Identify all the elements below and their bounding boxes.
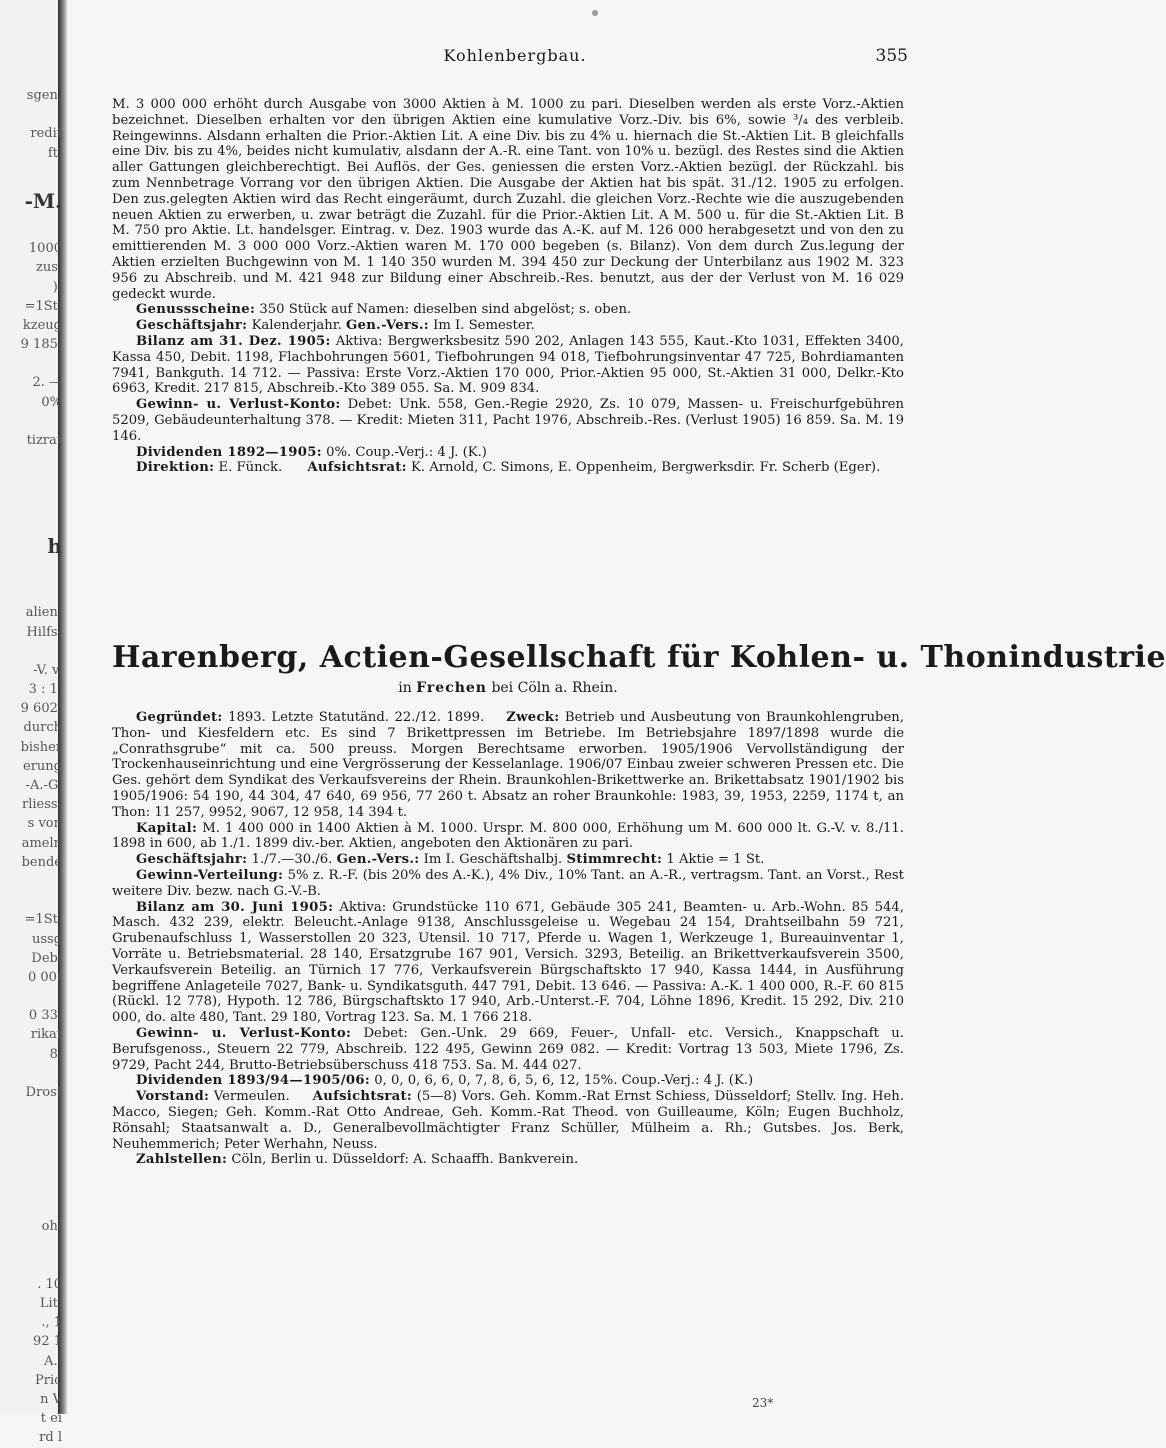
margin-fragment: ussg	[31, 931, 62, 947]
dividends-entry	[112, 1073, 904, 1089]
paying-agents-text: Cöln, Berlin u. Düsseldorf: A. Schaaffh. Bankverein.	[231, 1152, 579, 1168]
margin-fragment: 92 1	[33, 1334, 62, 1350]
margin-fragment: 9 602.	[20, 701, 62, 717]
executive-board-text: Vermeulen.	[213, 1089, 290, 1105]
margin-fragment: 8.	[49, 1046, 62, 1062]
margin-fragment: Drost	[25, 1085, 62, 1100]
margin-fragment	[0, 354, 62, 373]
margin-fragment: =1St.	[24, 298, 62, 314]
margin-fragment	[0, 1121, 62, 1140]
margin-fragment	[0, 872, 62, 891]
margin-fragment: -V. v.	[33, 662, 62, 678]
fiscal-year-text: 1./7.—30./6.	[251, 852, 333, 868]
margin-fragment: alien.	[25, 605, 62, 621]
print-speck	[592, 10, 598, 16]
profit-loss-label: Gewinn- u. Verlust-Konto:	[136, 397, 341, 413]
company-title: Harenberg, Actien-Gesellschaft für Kohlen- u. Thonindustrie	[112, 640, 1166, 675]
margin-fragment: 0 33.	[28, 1008, 62, 1024]
margin-fragment	[0, 1102, 62, 1121]
margin-fragment	[0, 1256, 62, 1275]
profit-distribution-text: 5% z. R.-F. (bis 20% des A.-K.), 4% Div., 10% Tant. an A.-R., vertragsm. Tant. an Vorst., Rest weitere Div. bezw. nach G.-V.-B.	[112, 867, 904, 899]
margin-fragment: tizrat	[26, 433, 62, 448]
balance-text: Aktiva: Bergwerksbesitz 590 202, Anlagen 143 555, Kaut.-Kto 1031, Effekten 3400, Kassa 450, Debit. 1198, Flachbohrungen 5601, Tiefbohrungen 94 018, Tiefbohrungsinventar 47 725, Bohrdiamanten 7941, Bankguth. 14 712. — Passiva: Erste Vorz.-Aktien 170 000, Prior.-Aktien 95 000, St.-Aktien 31 000, Delkr.-Kto 6963, Kredit. 217 815, Abschreib.-Kto 389 055. Sa. M. 909 834.	[112, 333, 904, 397]
margin-fragment: ).	[52, 279, 62, 295]
balance-entry	[112, 334, 904, 397]
profit-distribution-entry	[112, 868, 904, 900]
margin-fragment: kzeug	[22, 317, 62, 333]
balance-text: Aktiva: Grundstücke 110 671, Gebäude 305 241, Beamten- u. Arb.-Wohn. 85 544, Masch. 432 239, elektr. Beleucht.-Anlage 9138, Anschlussgeleise u. Wegebau 24 154, Drahtseilbahn 59 721, Grubenaufschluss 1, Wasserstollen 20 323, Utensil. 10 717, Pferde u. Wagen 1, Werkzeuge 1, Bureauinventar 1, Vorräte u. Betriebsmaterial. 28 140, Ersatzgrube 167 901, Versich. 3293, Beteilig. an Brikettverkaufsverein 3500, Verkaufsverein Beteilig. an Türnich 17 776, Verkaufsverein Bürgschaftskto 17 940, Kassa 1444, in Ausführung begriffene Anlageteile 7027, Bank- u. Syndikatsguth. 447 791, Debit. 13 646. — Passiva: A.-K. 1 400 000, R.-F. 60 815 (Rückl. 12 778), Hypoth. 12 786, Bürgschaftskto 17 940, Arb.-Unterst.-F. 704, Löhne 1896, Kredit. 15 292, Div. 210 000, do. alte 480, Tant. 29 180, Vortrag 123. Sa. M. 1 766 218.	[112, 899, 904, 1026]
paying-agents-entry	[112, 1152, 904, 1168]
margin-fragment: Hilfs-	[26, 624, 62, 640]
founded-label: Gegründet:	[136, 710, 223, 725]
page-number: 355	[875, 46, 908, 66]
margin-fragment: ft.	[47, 145, 62, 161]
margin-fragment	[0, 584, 62, 603]
margin-fragment	[0, 987, 62, 1006]
supervisory-board-label: Aufsichtsrat:	[307, 460, 407, 476]
margin-fragment: rd l	[39, 1430, 62, 1446]
margin-fragment: erung	[23, 758, 62, 774]
margin-fragment: h	[47, 533, 62, 558]
margin-fragment	[0, 1179, 62, 1198]
margin-fragment: ., 1	[41, 1315, 62, 1331]
fiscal-year-entry	[112, 852, 904, 868]
general-meeting-label: Gen.-Vers.:	[336, 852, 420, 868]
margin-fragment	[0, 220, 62, 239]
margin-fragment	[0, 469, 62, 488]
margin-fragment	[0, 508, 62, 527]
top-section	[112, 97, 904, 476]
voting-right-label: Stimmrecht:	[566, 852, 663, 868]
dividends-label: Dividenden 1892—1905:	[136, 444, 322, 460]
genussscheine-entry	[112, 302, 904, 318]
margin-fragment: A.-	[44, 1353, 62, 1369]
margin-fragment	[0, 891, 62, 910]
margin-fragment: Debi	[31, 950, 62, 966]
executive-board-label: Vorstand:	[136, 1089, 210, 1105]
margin-fragment: 3 : 1.	[28, 682, 62, 698]
previous-page-margin-text	[0, 86, 62, 1448]
margin-fragment: t ei	[40, 1411, 62, 1427]
margin-fragment: =1St.	[24, 912, 62, 928]
margin-fragment	[0, 1141, 62, 1160]
profit-distribution-label: Gewinn-Verteilung:	[136, 867, 284, 883]
location-city: Frechen	[416, 680, 487, 696]
margin-fragment	[0, 1198, 62, 1217]
sheet-signature: 23*	[752, 1396, 774, 1410]
profit-loss-label: Gewinn- u. Verlust-Konto:	[136, 1025, 352, 1041]
margin-fragment: sgen,	[26, 88, 62, 103]
purpose-label: Zweck:	[506, 710, 560, 725]
dividends-text: 0%. Coup.-Verj.: 4 J. (K.)	[326, 444, 487, 460]
margin-fragment: rikat	[30, 1027, 62, 1043]
profit-loss-text: Debet: Unk. 558, Gen.-Regie 2920, Zs. 10 079, Massen- u. Freischurfgebühren 5209, Gebäudeunterhaltung 378. — Kredit: Mieten 311, Pacht 1976, Abschreib.-Res. (Verlust 1905) 16 859. Sa. M. 19 146.	[112, 397, 904, 444]
margin-fragment	[0, 163, 62, 182]
direction-label: Direktion:	[136, 460, 215, 476]
dividends-label: Dividenden 1893/94—1905/06:	[136, 1073, 371, 1089]
margin-fragment: rliess-	[22, 797, 62, 813]
capital-text: M. 1 400 000 in 1400 Aktien à M. 1000. Urspr. M. 800 000, Erhöhung um M. 600 000 lt. G.-V. v. 8./11. 1898 in 600, ab 1./1. 1899 div.-ber. Aktien, angeboten den Aktionären zu pari.	[112, 820, 904, 852]
running-head: Kohlenbergbau.	[443, 46, 587, 65]
profit-loss-entry	[112, 1026, 904, 1073]
margin-fragment: 0 00(	[27, 969, 62, 985]
margin-fragment: 9 185.	[20, 337, 62, 353]
margin-fragment	[0, 489, 62, 508]
fiscal-year-label: Geschäftsjahr:	[136, 318, 248, 334]
genussscheine-text: 350 Stück auf Namen: dieselben sind abgelöst; s. oben.	[259, 302, 632, 318]
margin-fragment: n V	[40, 1392, 62, 1407]
capital-label: Kapital:	[136, 820, 198, 836]
margin-fragment	[0, 105, 62, 124]
margin-fragment: 2. —	[32, 375, 62, 391]
margin-fragment: durch	[23, 720, 62, 736]
fiscal-year-entry	[112, 318, 904, 334]
margin-fragment: Lit.	[39, 1296, 62, 1312]
margin-fragment: ohl	[41, 1219, 62, 1235]
margin-fragment: bisher	[20, 739, 62, 755]
margin-fragment	[0, 1237, 62, 1256]
company-location	[112, 680, 904, 696]
profit-loss-entry	[112, 397, 904, 444]
voting-right-text: 1 Aktie = 1 St.	[666, 852, 765, 868]
general-meeting-label: Gen.-Vers.:	[346, 318, 429, 334]
profit-loss-text: Debet: Gen.-Unk. 29 669, Feuer-, Unfall- etc. Versich., Knappschaft u. Berufsgenoss., Steuern 22 779, Abschreib. 122 495, Gewinn 269 082. — Kredit: Vortrag 13 503, Miete 1796, Zs. 9729, Pacht 244, Brutto-Betriebsüberschuss 418 753. Sa. M. 444 027.	[112, 1025, 904, 1073]
board-entry	[112, 1089, 904, 1152]
dividends-entry	[112, 445, 904, 461]
margin-fragment: -M.	[24, 188, 62, 213]
general-meeting-text: Im I. Semester.	[433, 318, 535, 334]
margin-fragment: ameln	[21, 835, 62, 851]
purpose-text: Betrieb und Ausbeutung von Braunkohlengruben, Thon- und Kiesfeldern etc. Es sind 7 Brikettpressen im Betriebe. Im Betriebsjahre 1897/1898 wurde die „Conrathsgrube“ mit ca. 500 preuss. Morgen Berechtsame erworben. 1905/1906 Vervollständigung der Trockenhauseinrichtung und eine Vergrösserung der Kesselanlage. 1906/07 Einbau zweier schweren Pressen etc. Die Ges. gehört dem Syndikat des Verkaufsvereins der Rhein. Braunkohlen-Brikettwerke an. Brikettabsatz 1901/1902 bis 1905/1906: 54 190, 44 304, 47 640, 69 956, 77 260 t. Absatz an roher Braunkohle: 1983, 39, 1953, 2259, 1174 t, an Thon: 11 257, 9952, 9067, 12 958, 14 394 t.	[112, 710, 904, 820]
founded-text: 1893. Letzte Statutänd. 22./12. 1899.	[228, 710, 485, 725]
margin-fragment	[0, 1160, 62, 1179]
balance-label: Bilanz am 30. Juni 1905:	[136, 899, 334, 915]
margin-fragment: -A.-G.	[25, 778, 62, 793]
fiscal-year-text: Kalenderjahr.	[251, 318, 342, 334]
margin-fragment	[0, 450, 62, 469]
dividends-text: 0, 0, 0, 6, 6, 0, 7, 8, 6, 5, 6, 12, 15%. Coup.-Verj.: 4 J. (K.)	[374, 1073, 754, 1089]
paying-agents-label: Zahlstellen:	[136, 1152, 228, 1168]
fiscal-year-label: Geschäftsjahr:	[136, 852, 248, 868]
margin-fragment: redit	[30, 126, 62, 142]
supervisory-board-text: (5—8) Vors. Geh. Komm.-Rat Ernst Schiess, Düsseldorf; Stellv. Ing. Heh. Macco, Siegen; Geh. Komm.-Rat Otto Andreae, Geh. Komm.-Rat Theod. von Guilleaume, Köln; Eugen Buchholz, Rönsahl; Staatsanwalt a. D., Generalbevollmächtigter Franz Schüller, Mülheim a. Rh.; Gutsbes. Jos. Berk, Neuhemmerich; Peter Werhahn, Neuss.	[112, 1089, 904, 1152]
direction-text: E. Fünck.	[218, 460, 283, 476]
capital-intro-paragraph: M. 3 000 000 erhöht durch Ausgabe von 3000 Aktien à M. 1000 zu pari. Dieselben werden als erste Vorz.-Aktien bezeichnet. Dieselben erhalten vor den übrigen Aktien eine kumulative Vorz.-Div. bis 6%, sowie ³/₄ des verbleib. Reingewinns. Alsdann erhalten die Prior.-Aktien Lit. A eine Div. bis zu 4% u. hiernach die St.-Aktien Lit. B gleichfalls eine Div. bis zu 4%, beides nicht kumulativ, alsdann der A.-R. eine Tant. von 10% u. bezügl. des Restes sind die Aktien aller Gattungen gleichberechtigt. Bei Auflös. der Ges. geniessen die ersten Vorz.-Aktien bezügl. der Rückzahl. bis zum Nennbetrage Vorrang vor den übrigen Aktien. Die Ausgabe der Aktien hat bis spät. 31./12. 1905 zu erfolgen. Den zus.gelegten Aktien wird das Recht eingeräumt, durch Zuzahl. die gleichen Vorz.-Rechte wie die auszugebenden neuen Aktien zu erwerben, u. zwar beträgt die Zuzahl. für die Prior.-Aktien Lit. A M. 500 u. für die St.-Aktien Lit. B M. 750 pro Aktie. Lt. handelsger. Eintrag. v. Dez. 1903 wurde das A.-K. auf M. 126 000 herabgesetzt und von den zu emittierenden M. 3 000 000 Vorz.-Aktien waren M. 170 000 begeben (s. Bilanz). Von dem durch Zus.legung der Aktien erzielten Buchgewinn von M. 1 140 350 wurden M. 394 450 zur Deckung der Unterbilanz aus 1902 M. 323 956 zu Abschreib. und M. 421 948 zur Bildung einer Abschreib.-Res. benutzt, aus der der Verlust von M. 16 029 gedeckt wurde.	[112, 97, 904, 302]
balance-label: Bilanz am 31. Dez. 1905:	[136, 333, 331, 349]
general-meeting-text: Im I. Geschäftshalbj.	[423, 852, 563, 868]
balance-entry	[112, 900, 904, 1026]
margin-fragment: bende	[21, 854, 62, 870]
margin-fragment	[0, 412, 62, 431]
margin-fragment: . 10	[37, 1276, 62, 1292]
capital-entry	[112, 821, 904, 853]
board-entry	[112, 460, 904, 476]
margin-fragment: 1000	[28, 241, 62, 257]
margin-fragment	[0, 565, 62, 584]
margin-fragment	[0, 1064, 62, 1083]
margin-fragment: 0%	[41, 394, 62, 410]
margin-fragment: zus.	[35, 260, 62, 276]
location-suffix: bei Cöln a. Rhein.	[491, 680, 618, 696]
margin-fragment: Prio	[35, 1372, 62, 1388]
founded-entry	[112, 710, 904, 821]
margin-fragment: s von	[27, 816, 62, 832]
location-prefix: in	[398, 680, 412, 696]
company-section	[112, 710, 904, 1168]
supervisory-board-label: Aufsichtsrat:	[312, 1089, 413, 1105]
supervisory-board-text: K. Arnold, C. Simons, E. Oppenheim, Bergwerksdir. Fr. Scherb (Eger).	[410, 460, 881, 476]
genussscheine-label: Genussscheine:	[136, 302, 256, 318]
margin-fragment	[0, 642, 62, 661]
